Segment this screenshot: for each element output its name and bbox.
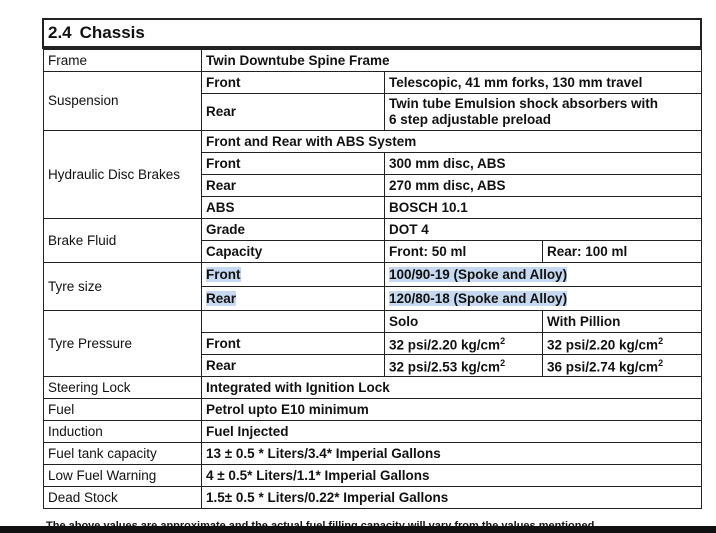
row-value: Petrol upto E10 minimum [202,399,702,421]
column-header: Solo [385,311,543,333]
row-value: Telescopic, 41 mm forks, 130 mm travel [385,72,702,94]
row-value: Integrated with Ignition Lock [202,377,702,399]
sub-label [202,287,385,311]
row-label: Tyre size [44,263,202,311]
sub-label: Front [202,333,385,355]
chassis-spec-table [43,49,702,509]
row-value: 36 psi/2.74 $kg/cm^2$ [543,355,702,377]
row-label: Brake Fluid [44,219,202,263]
table-row [44,219,702,241]
table-row [44,50,702,72]
row-label: Low Fuel Warning [44,465,202,487]
table-row [44,377,702,399]
table-row [44,72,702,94]
row-value [385,263,702,287]
row-label: Induction [44,421,202,443]
row-value: 4 ± 0.5* Liters/1.1* Imperial Gallons [202,465,702,487]
row-label: Fuel [44,399,202,421]
table-row [44,399,702,421]
row-value: DOT 4 [385,219,702,241]
row-value: Fuel Injected [202,421,702,443]
row-value: 32 psi/2.20 $kg/cm^2$ [385,333,543,355]
row-value: 1.5± 0.5 * Liters/0.22* Imperial Gallons [202,487,702,509]
sub-label: Grade [202,219,385,241]
column-header: With Pillion [543,311,702,333]
page-bottom-edge [0,526,716,533]
row-label: Fuel tank capacity [44,443,202,465]
highlighted-text: 100/90-19 (Spoke and Alloy) [389,266,568,282]
highlighted-text: Rear [206,290,237,306]
section-number: 2.4 [48,23,72,42]
row-value: 300 mm disc, ABS [385,153,702,175]
table-row [44,443,702,465]
row-label: Frame [44,50,202,72]
value-line: Twin tube Emulsion shock absorbers with [389,96,659,111]
row-value: Front and Rear with ABS System [202,131,702,153]
row-label: Hydraulic Disc Brakes [44,131,202,219]
value-line: 6 step adjustable preload [389,112,552,127]
row-value: Front: 50 ml [385,241,543,263]
sub-label: Rear [202,355,385,377]
sub-label: Front [202,72,385,94]
row-value: 32 psi/2.20 $kg/cm^2$ [543,333,702,355]
sub-label: Front [202,153,385,175]
sub-label [202,263,385,287]
empty-cell [202,311,385,333]
row-label: Dead Stock [44,487,202,509]
table-row [44,465,702,487]
highlighted-text: 120/80-18 (Spoke and Alloy) [389,290,568,306]
row-value [385,94,702,131]
section-title: Chassis [79,23,145,42]
highlighted-text: Front [206,266,241,282]
spec-sheet [42,18,702,509]
section-header [42,18,702,46]
row-label: Suspension [44,72,202,131]
row-label: Tyre Pressure [44,311,202,377]
sub-label: Capacity [202,241,385,263]
row-value: 270 mm disc, ABS [385,175,702,197]
row-label: Steering Lock [44,377,202,399]
row-value: Twin Downtube Spine Frame [202,50,702,72]
table-row [44,311,702,333]
row-value: 13 ± 0.5 * Liters/3.4* Imperial Gallons [202,443,702,465]
row-value: 32 psi/2.53 $kg/cm^2$ [385,355,543,377]
sub-label: Rear [202,94,385,131]
sub-label: Rear [202,175,385,197]
row-value: BOSCH 10.1 [385,197,702,219]
table-row [44,263,702,287]
row-value [385,287,702,311]
table-row [44,487,702,509]
table-row [44,131,702,153]
table-row [44,421,702,443]
sub-label: ABS [202,197,385,219]
row-value: Rear: 100 ml [543,241,702,263]
